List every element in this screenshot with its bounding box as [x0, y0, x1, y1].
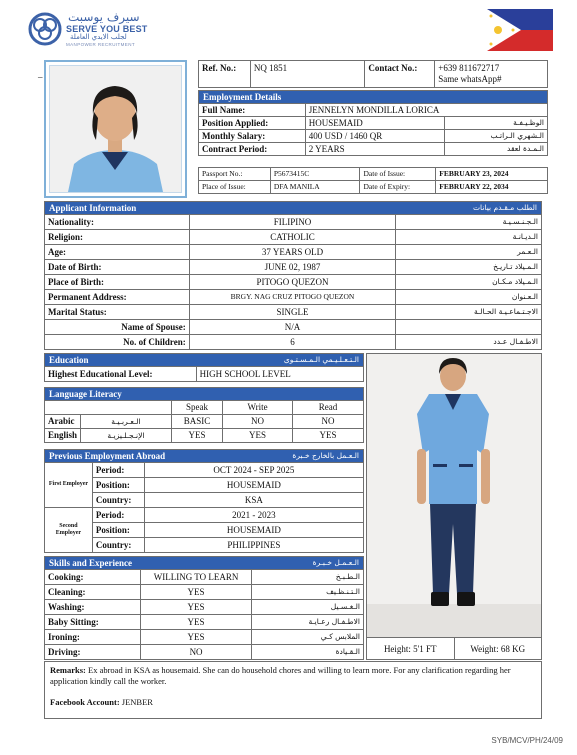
- dob-arabic: الـمـيلاد تـاريـخ: [396, 260, 542, 275]
- ironing-arabic: الملابس كـي: [252, 630, 364, 645]
- previous-employment-table: [44, 449, 364, 553]
- driving-value: NO: [140, 645, 252, 660]
- issue-date-label: Date of Issue:: [360, 168, 436, 181]
- place-issue-value: DFA MANILA: [270, 181, 360, 194]
- measurements-row: [366, 638, 542, 660]
- ref-value: NQ 1851: [250, 61, 364, 88]
- employment-section-title: Employment Details: [199, 91, 548, 104]
- page-marker: –: [38, 72, 43, 82]
- position-label: Position Applied:: [199, 117, 306, 130]
- logo-english-name: SERVE YOU BEST: [66, 24, 148, 34]
- ref-label: Ref. No.:: [199, 61, 251, 88]
- babysitting-value: YES: [140, 615, 252, 630]
- marital-label: Marital Status:: [45, 305, 190, 320]
- contract-value: 2 YEARS: [305, 143, 445, 156]
- children-value: 6: [189, 335, 396, 350]
- first-period-label: Period:: [92, 463, 144, 478]
- cleaning-value: YES: [140, 585, 252, 600]
- position-value: HOUSEMAID: [305, 117, 445, 130]
- logo-arabic-name: سيرف يوسبت: [68, 10, 140, 24]
- company-logo-icon: [28, 12, 62, 46]
- pob-value: PITOGO QUEZON: [189, 275, 396, 290]
- age-label: Age:: [45, 245, 190, 260]
- skills-title-arabic: الـعـمـل خـبـرة: [312, 558, 359, 568]
- cooking-label: Cooking:: [45, 570, 141, 585]
- arabic-read: NO: [293, 415, 364, 429]
- nationality-arabic: الـجـنـسـيـة: [396, 215, 542, 230]
- second-position-label: Position:: [92, 523, 144, 538]
- document-code: SYB/MCV/PH/24/09: [491, 736, 563, 745]
- babysitting-label: Baby Sitting:: [45, 615, 141, 630]
- logo-tagline: MANPOWER RECRUITMENT: [66, 42, 135, 47]
- arabic-write: NO: [223, 415, 293, 429]
- children-arabic: الاطـفـال عـدد: [396, 335, 542, 350]
- previous-section-title: [45, 450, 364, 463]
- age-arabic: الـعـمر: [396, 245, 542, 260]
- position-arabic: الوظـيـفـة: [445, 117, 548, 130]
- expiry-value: FEBRUARY 22, 2034: [436, 181, 548, 194]
- ironing-label: Ironing:: [45, 630, 141, 645]
- second-employer-label: Second Employer: [45, 508, 93, 553]
- skills-table: [44, 556, 364, 660]
- marital-value: SINGLE: [189, 305, 396, 320]
- first-employer-label: First Employer: [45, 463, 93, 508]
- contact-value: +639 811672717: [438, 63, 500, 73]
- education-label: Highest Educational Level:: [45, 367, 197, 382]
- spouse-label: Name of Spouse:: [45, 320, 190, 335]
- dob-value: JUNE 02, 1987: [189, 260, 396, 275]
- language-header-read: Read: [293, 401, 364, 415]
- portrait-image: [50, 66, 181, 192]
- contract-arabic: الـمـدة لعقد: [445, 143, 548, 156]
- remarks-paragraph: [50, 665, 536, 688]
- religion-value: CATHOLIC: [189, 230, 396, 245]
- education-table: [44, 353, 364, 382]
- english-lang-arabic: الإنـجـلـيزيـة: [81, 429, 172, 443]
- language-header-write: Write: [223, 401, 293, 415]
- driving-label: Driving:: [45, 645, 141, 660]
- english-read: YES: [293, 429, 364, 443]
- education-value: HIGH SCHOOL LEVEL: [196, 367, 363, 382]
- washing-value: YES: [140, 600, 252, 615]
- philippine-flag-icon: [487, 9, 553, 51]
- marital-arabic: الاجـتـماعـيـة الحـالـة: [396, 305, 542, 320]
- washing-label: Washing:: [45, 600, 141, 615]
- dob-label: Date of Birth:: [45, 260, 190, 275]
- fullname-value: JENNELYN MONDILLA LORICA: [305, 104, 547, 117]
- logo-arabic-tagline: لجلب الايدي العاملة: [70, 33, 127, 41]
- applicant-section-title: [45, 202, 542, 215]
- nationality-value: FILIPINO: [189, 215, 396, 230]
- babysitting-arabic: الاطـفـال رعـايـة: [252, 615, 364, 630]
- issue-date-value: FEBRUARY 23, 2024: [436, 168, 548, 181]
- english-lang-label: English: [45, 429, 81, 443]
- contact-label: Contact No.:: [365, 61, 435, 88]
- full-body-photo: [366, 353, 542, 638]
- ironing-value: YES: [140, 630, 252, 645]
- salary-value: 400 USD / 1460 QR: [305, 130, 445, 143]
- second-country-label: Country:: [92, 538, 144, 553]
- facebook-label: Facebook Account:: [50, 696, 120, 707]
- driving-arabic: الـقـيادة: [252, 645, 364, 660]
- remarks-label: Remarks:: [50, 665, 86, 675]
- spouse-arabic-empty: [396, 320, 542, 335]
- passport-value: P5673415C: [270, 168, 360, 181]
- spouse-value: N/A: [189, 320, 396, 335]
- second-period-value: 2021 - 2023: [144, 508, 363, 523]
- religion-arabic: الـديـانـة: [396, 230, 542, 245]
- passport-table: [198, 167, 548, 194]
- pob-arabic: الـمـيلاد مـكـان: [396, 275, 542, 290]
- education-title: Education: [49, 354, 89, 365]
- portrait-photo: [44, 60, 187, 198]
- address-arabic: الـعـنوان: [396, 290, 542, 305]
- cleaning-arabic: الـتـنـظـيف: [252, 585, 364, 600]
- religion-label: Religion:: [45, 230, 190, 245]
- applicant-title-arabic: الطلب مـقـدم بيانات: [473, 203, 537, 213]
- education-section-title: [45, 354, 364, 367]
- salary-arabic: الـشهري الـراتـب: [445, 130, 548, 143]
- facebook-value: JENBER: [121, 696, 153, 707]
- employment-table: [198, 90, 548, 156]
- weight-value: Weight: 68 KG: [470, 643, 526, 654]
- second-country-value: PHILIPPINES: [144, 538, 363, 553]
- second-position-value: HOUSEMAID: [144, 523, 363, 538]
- english-speak: YES: [171, 429, 222, 443]
- arabic-lang-arabic: الـعـربـيـة: [81, 415, 172, 429]
- language-section-title: Language Literacy: [45, 388, 364, 401]
- skills-title: Skills and Experience: [49, 557, 133, 568]
- skills-section-title: [45, 557, 364, 570]
- first-period-value: OCT 2024 - SEP 2025: [144, 463, 363, 478]
- language-header-blank: [45, 401, 172, 415]
- contact-cell: [435, 61, 548, 88]
- facebook-line: [50, 697, 536, 708]
- expiry-label: Date of Expiry:: [360, 181, 436, 194]
- first-country-value: KSA: [144, 493, 363, 508]
- salary-label: Monthly Salary:: [199, 130, 306, 143]
- arabic-lang-label: Arabic: [45, 415, 81, 429]
- english-write: YES: [223, 429, 293, 443]
- language-header-speak: Speak: [171, 401, 222, 415]
- previous-title-arabic: الـعـمل بالخارج خـبرة: [292, 451, 359, 461]
- cooking-arabic: الـطـبـخ: [252, 570, 364, 585]
- language-table: [44, 387, 364, 443]
- place-issue-label: Place of Issue:: [199, 181, 271, 194]
- second-period-label: Period:: [92, 508, 144, 523]
- age-value: 37 YEARS OLD: [189, 245, 396, 260]
- fullname-label: Full Name:: [199, 104, 306, 117]
- cooking-value: WILLING TO LEARN: [140, 570, 252, 585]
- contract-label: Contract Period:: [199, 143, 306, 156]
- pob-label: Place of Birth:: [45, 275, 190, 290]
- address-label: Permanent Address:: [45, 290, 190, 305]
- address-value: BRGY. NAG CRUZ PITOGO QUEZON: [189, 290, 396, 305]
- first-position-value: HOUSEMAID: [144, 478, 363, 493]
- washing-arabic: الـغـسـيل: [252, 600, 364, 615]
- remarks-box: [44, 661, 542, 719]
- height-value: Height: 5'1 FT: [367, 638, 455, 659]
- reference-table: [198, 60, 548, 88]
- cleaning-label: Cleaning:: [45, 585, 141, 600]
- education-title-arabic: الـتـعـلـيـمي الـمـسـتـوى: [283, 355, 359, 365]
- full-body-image: [367, 354, 542, 638]
- passport-label: Passport No.:: [199, 168, 271, 181]
- applicant-table: [44, 201, 542, 350]
- contact-note: Same whatsApp#: [438, 74, 502, 85]
- applicant-title: Applicant Information: [49, 202, 137, 213]
- children-label: No. of Children:: [45, 335, 190, 350]
- first-position-label: Position:: [92, 478, 144, 493]
- arabic-speak: BASIC: [171, 415, 222, 429]
- nationality-label: Nationality:: [45, 215, 190, 230]
- remarks-text: Ex abroad in KSA as housemaid. She can do household chores and willing to learn more. For any clarification regarding her application kindly call the worker.: [50, 665, 511, 687]
- first-country-label: Country:: [92, 493, 144, 508]
- previous-title: Previous Employment Abroad: [49, 450, 166, 461]
